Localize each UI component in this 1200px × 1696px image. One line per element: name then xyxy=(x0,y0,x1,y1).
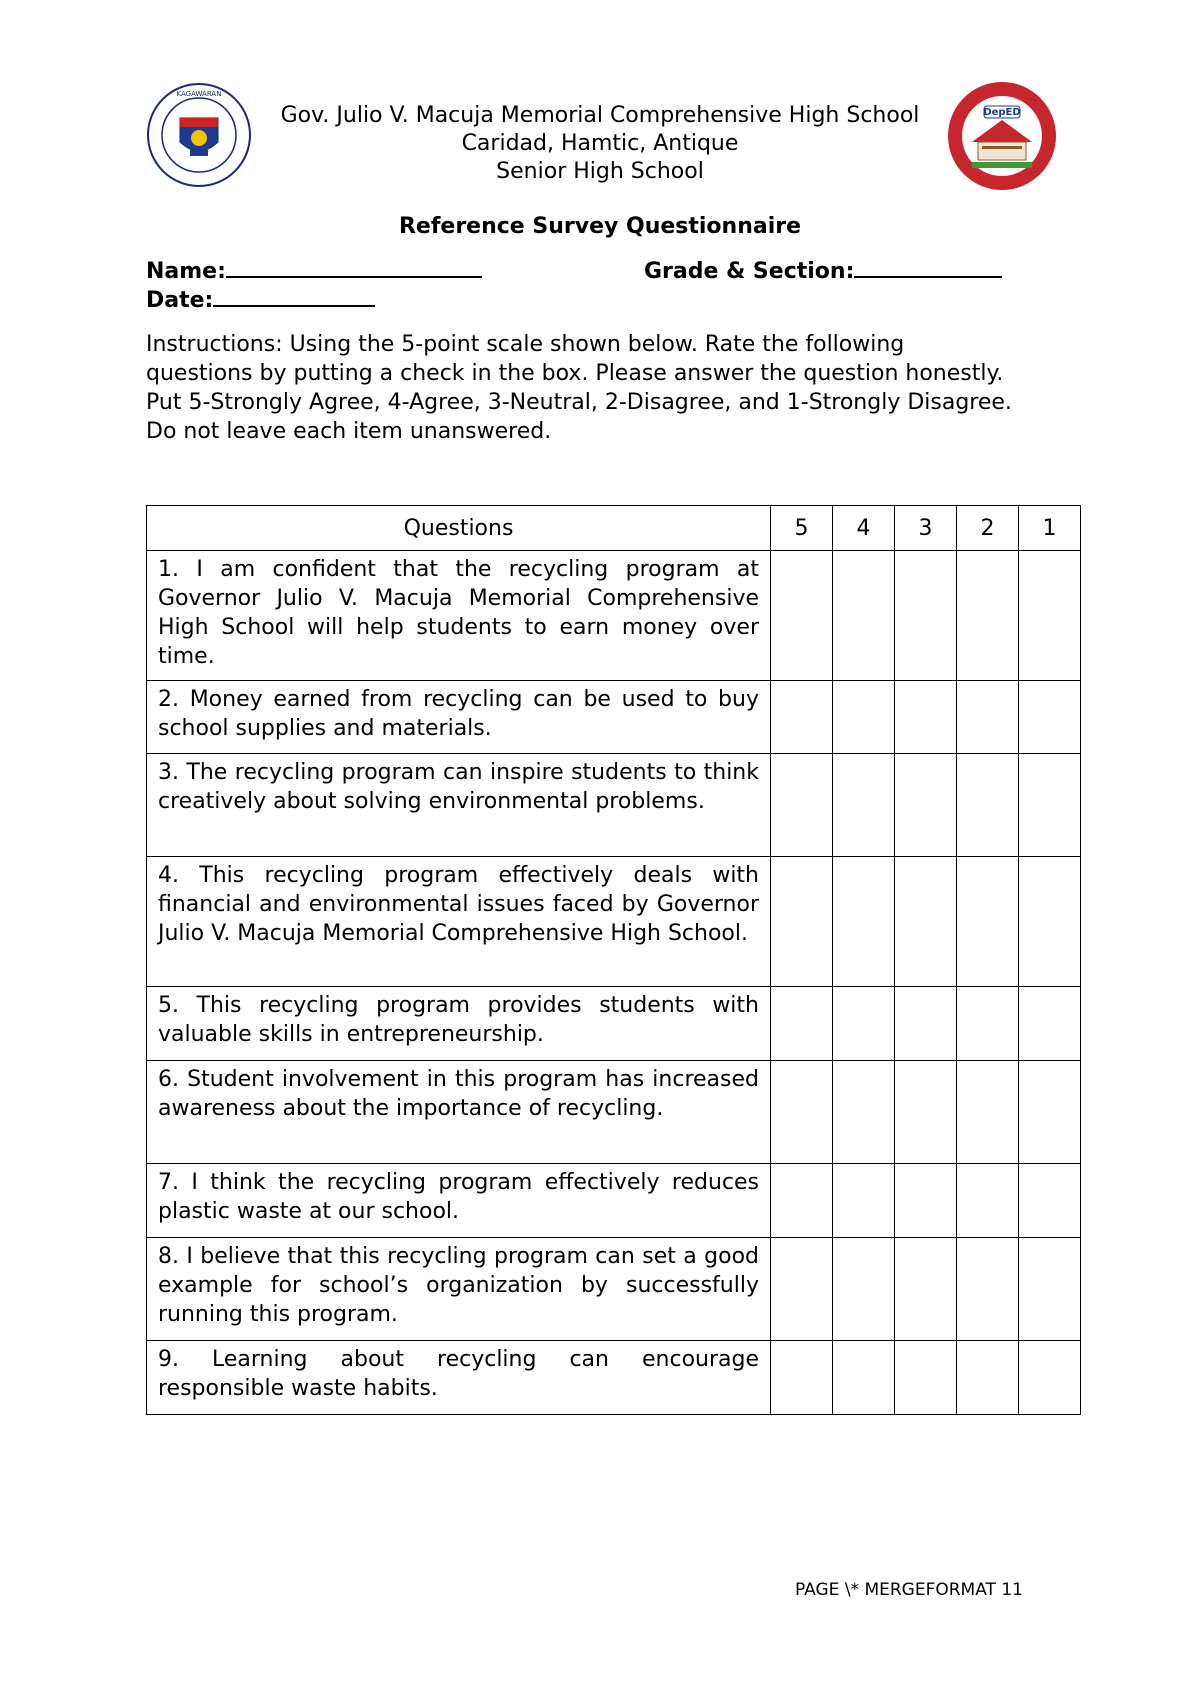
table-row xyxy=(147,1238,1081,1341)
rating-box-3[interactable] xyxy=(895,1061,957,1164)
rating-box-3[interactable] xyxy=(895,754,957,857)
grade-section-field[interactable] xyxy=(644,256,1002,284)
rating-box-1[interactable] xyxy=(1019,551,1081,681)
rating-box-3[interactable] xyxy=(895,1164,957,1238)
table-row xyxy=(147,754,1081,857)
rating-box-4[interactable] xyxy=(833,1164,895,1238)
question-text: 3. The recycling program can inspire students to think creatively about solving environmental problems. xyxy=(147,754,771,857)
table-row xyxy=(147,857,1081,987)
question-text: 9. Learning about recycling can encourage responsible waste habits. xyxy=(147,1341,771,1415)
rating-box-4[interactable] xyxy=(833,1341,895,1415)
page-title: Reference Survey Questionnaire xyxy=(398,214,802,239)
question-text: 5. This recycling program provides students with valuable skills in entrepreneurship. xyxy=(147,987,771,1061)
rating-box-3[interactable] xyxy=(895,551,957,681)
table-row xyxy=(147,1061,1081,1164)
date-field[interactable] xyxy=(146,285,375,313)
rating-box-5[interactable] xyxy=(771,1238,833,1341)
rating-box-1[interactable] xyxy=(1019,987,1081,1061)
rating-box-2[interactable] xyxy=(957,1341,1019,1415)
header-scale-2: 2 xyxy=(957,506,1019,551)
rating-box-3[interactable] xyxy=(895,857,957,987)
rating-box-1[interactable] xyxy=(1019,1341,1081,1415)
rating-box-3[interactable] xyxy=(895,987,957,1061)
rating-box-2[interactable] xyxy=(957,987,1019,1061)
header-scale-5: 5 xyxy=(771,506,833,551)
rating-box-2[interactable] xyxy=(957,857,1019,987)
survey-table xyxy=(146,505,1081,1415)
grade-section-label: Grade & Section: xyxy=(644,259,855,284)
rating-box-2[interactable] xyxy=(957,754,1019,857)
header-questions: Questions xyxy=(147,506,771,551)
table-header-row xyxy=(147,506,1081,551)
table-row xyxy=(147,987,1081,1061)
question-text: 4. This recycling program effectively deals with financial and environmental issues faced by Governor Julio V. Macuja Memorial Comprehensive High School. xyxy=(147,857,771,987)
rating-box-5[interactable] xyxy=(771,681,833,754)
rating-box-1[interactable] xyxy=(1019,857,1081,987)
rating-box-4[interactable] xyxy=(833,987,895,1061)
rating-box-5[interactable] xyxy=(771,551,833,681)
rating-box-4[interactable] xyxy=(833,551,895,681)
grade-section-blank[interactable] xyxy=(854,256,1002,278)
question-text: 2. Money earned from recycling can be used to buy school supplies and materials. xyxy=(147,681,771,754)
question-text: 8. I believe that this recycling program can set a good example for school’s organization by successfully running this program. xyxy=(147,1238,771,1341)
rating-box-1[interactable] xyxy=(1019,1164,1081,1238)
rating-box-2[interactable] xyxy=(957,1238,1019,1341)
name-field[interactable] xyxy=(146,256,482,284)
rating-box-4[interactable] xyxy=(833,1061,895,1164)
rating-box-4[interactable] xyxy=(833,681,895,754)
header-scale-3: 3 xyxy=(895,506,957,551)
table-row xyxy=(147,1341,1081,1415)
rating-box-1[interactable] xyxy=(1019,681,1081,754)
rating-box-3[interactable] xyxy=(895,681,957,754)
rating-box-2[interactable] xyxy=(957,1164,1019,1238)
header-scale-4: 4 xyxy=(833,506,895,551)
rating-box-3[interactable] xyxy=(895,1238,957,1341)
table-row xyxy=(147,1164,1081,1238)
rating-box-4[interactable] xyxy=(833,754,895,857)
table-row xyxy=(147,681,1081,754)
rating-box-5[interactable] xyxy=(771,857,833,987)
svg-text:KAGAWARAN: KAGAWARAN xyxy=(176,90,222,98)
instructions: Instructions: Using the 5-point scale shown below. Rate the following questions by putting a check in the box. Please answer the question honestly. Put 5-Strongly Agree, 4-Agree, 3-Neutral, 2-Disagree, and 1-Strongly Disagree. Do not leave each item unanswered. xyxy=(146,332,1012,444)
date-label: Date: xyxy=(146,288,214,313)
deped-logo-text: DepED xyxy=(983,107,1021,118)
rating-box-5[interactable] xyxy=(771,754,833,857)
rating-box-5[interactable] xyxy=(771,1341,833,1415)
page-footer: PAGE \* MERGEFORMAT 11 xyxy=(795,1580,1023,1600)
rating-box-5[interactable] xyxy=(771,987,833,1061)
rating-box-4[interactable] xyxy=(833,1238,895,1341)
rating-box-1[interactable] xyxy=(1019,754,1081,857)
question-text: 1. I am confident that the recycling program at Governor Julio V. Macuja Memorial Comprehensive High School will help students to earn money over time. xyxy=(147,551,771,681)
question-text: 6. Student involvement in this program has increased awareness about the importance of recycling. xyxy=(147,1061,771,1164)
question-text: 7. I think the recycling program effectively reduces plastic waste at our school. xyxy=(147,1164,771,1238)
rating-box-5[interactable] xyxy=(771,1061,833,1164)
name-label: Name: xyxy=(146,259,226,284)
rating-box-4[interactable] xyxy=(833,857,895,987)
school-division: Senior High School xyxy=(496,159,704,184)
rating-box-5[interactable] xyxy=(771,1164,833,1238)
table-row xyxy=(147,551,1081,681)
rating-box-3[interactable] xyxy=(895,1341,957,1415)
rating-box-2[interactable] xyxy=(957,551,1019,681)
rating-box-2[interactable] xyxy=(957,681,1019,754)
date-blank[interactable] xyxy=(213,285,375,307)
school-name: Gov. Julio V. Macuja Memorial Comprehensive High School xyxy=(280,103,920,128)
school-address: Caridad, Hamtic, Antique xyxy=(461,131,739,156)
rating-box-1[interactable] xyxy=(1019,1061,1081,1164)
name-blank[interactable] xyxy=(226,256,482,278)
rating-box-2[interactable] xyxy=(957,1061,1019,1164)
header-scale-1: 1 xyxy=(1019,506,1081,551)
rating-box-1[interactable] xyxy=(1019,1238,1081,1341)
